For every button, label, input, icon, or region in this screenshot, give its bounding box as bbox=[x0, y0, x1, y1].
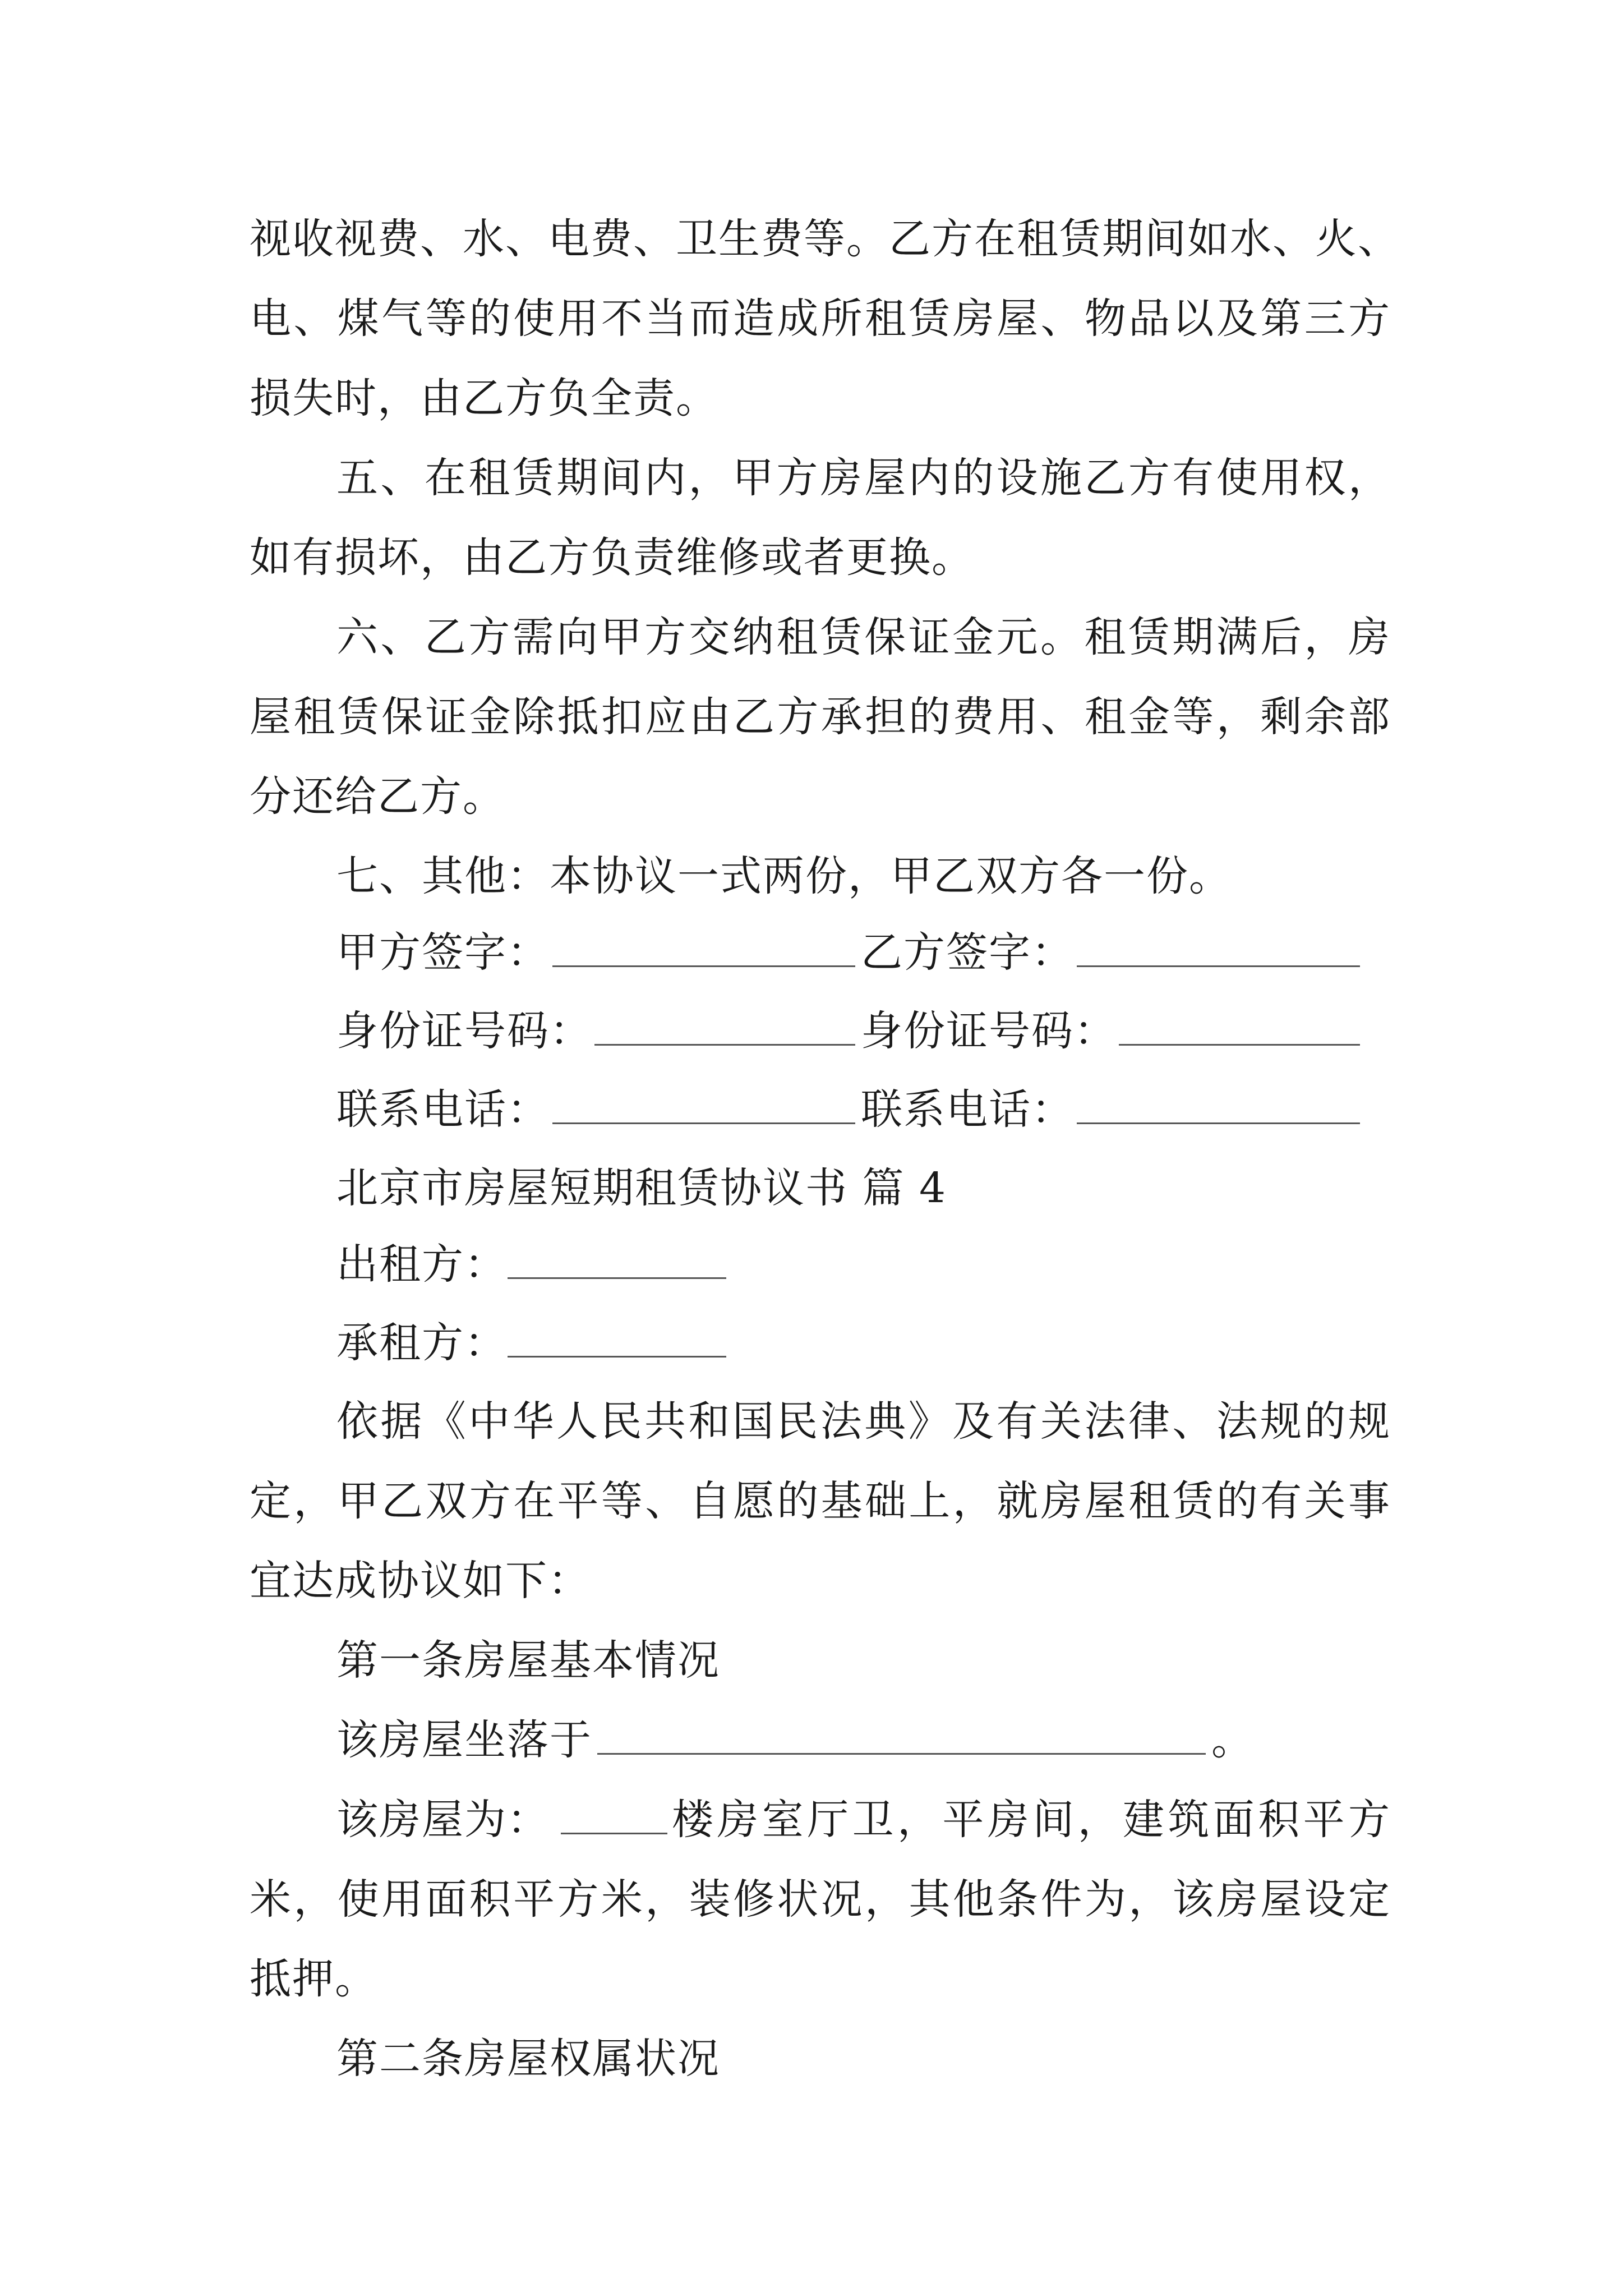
paragraph-line: 电、煤气等的使用不当而造成所租赁房屋、物品以及第三方 bbox=[250, 295, 1391, 343]
party-a-id-blank bbox=[594, 1042, 855, 1046]
paragraph-line: 米，使用面积平方米，装修状况，其他条件为，该房屋设定 bbox=[250, 1875, 1391, 1924]
paragraph-line: 依据《中华人民共和国民法典》及有关法律、法规的规 bbox=[336, 1397, 1391, 1446]
article-1-title: 第一条房屋基本情况 bbox=[336, 1636, 720, 1685]
party-b-id-label: 身份证号码： bbox=[861, 1007, 1117, 1055]
party-b-id-blank bbox=[1119, 1042, 1360, 1046]
location-blank bbox=[597, 1751, 1206, 1755]
paragraph-line: 宜达成协议如下： bbox=[250, 1557, 591, 1605]
party-b-sign-blank bbox=[1077, 964, 1360, 967]
paragraph-line: 损失时，由乙方负全责。 bbox=[250, 374, 718, 422]
location-label: 该房屋坐落于 bbox=[336, 1716, 592, 1764]
party-a-sign-blank bbox=[552, 964, 855, 967]
party-a-sign-label: 甲方签字： bbox=[336, 928, 550, 977]
paragraph-line: 视收视费、水、电费、卫生费等。乙方在租赁期间如水、火、 bbox=[250, 215, 1400, 263]
house-line-rest: 楼房室厅卫，平房间，建筑面积平方 bbox=[672, 1796, 1391, 1844]
house-type-blank bbox=[561, 1831, 667, 1834]
lessor-label: 出租方： bbox=[336, 1240, 507, 1289]
house-label: 该房屋为： bbox=[336, 1796, 550, 1844]
party-b-phone-label: 联系电话： bbox=[861, 1085, 1074, 1134]
lessee-label: 承租方： bbox=[336, 1319, 507, 1367]
paragraph-line: 五、在租赁期间内，甲方房屋内的设施乙方有使用权， bbox=[336, 454, 1391, 502]
party-b-phone-blank bbox=[1077, 1121, 1360, 1124]
section-title: 北京市房屋短期租赁协议书 篇 4 bbox=[336, 1164, 947, 1212]
party-a-phone-label: 联系电话： bbox=[336, 1085, 550, 1134]
paragraph-line: 屋租赁保证金除抵扣应由乙方承担的费用、租金等，剩余部 bbox=[250, 693, 1391, 741]
location-end: 。 bbox=[1211, 1716, 1254, 1764]
party-a-phone-blank bbox=[552, 1121, 855, 1124]
paragraph-line: 抵押。 bbox=[250, 1955, 377, 2003]
paragraph-line: 六、乙方需向甲方交纳租赁保证金元。租赁期满后，房 bbox=[336, 613, 1391, 661]
paragraph-line: 七、其他：本协议一式两份，甲乙双方各一份。 bbox=[336, 852, 1232, 900]
lessee-blank bbox=[508, 1354, 726, 1358]
article-2-title: 第二条房屋权属状况 bbox=[336, 2035, 720, 2083]
party-b-sign-label: 乙方签字： bbox=[861, 928, 1074, 977]
paragraph-line: 如有损坏，由乙方负责维修或者更换。 bbox=[250, 533, 974, 582]
paragraph-line: 定，甲乙双方在平等、自愿的基础上，就房屋租赁的有关事 bbox=[250, 1477, 1391, 1525]
party-a-id-label: 身份证号码： bbox=[336, 1007, 592, 1055]
paragraph-line: 分还给乙方。 bbox=[250, 772, 505, 821]
lessor-blank bbox=[508, 1276, 726, 1279]
